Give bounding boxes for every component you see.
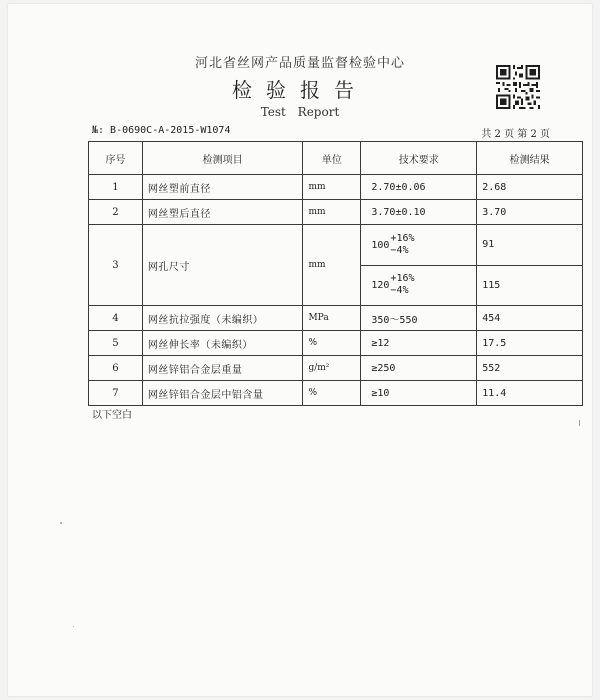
test-item: 网丝锌铝合金层中铝含量 (142, 381, 303, 406)
test-item: 网丝塑后直径 (142, 200, 303, 225)
unit: % (303, 331, 361, 356)
table-row (89, 225, 583, 266)
row-number: 3 (89, 225, 143, 306)
result: 454 (477, 306, 583, 331)
test-item: 网孔尺寸 (142, 225, 303, 306)
tolerance-plus: +16% (390, 273, 415, 285)
tolerance (390, 233, 414, 257)
scan-speck (60, 522, 62, 524)
table-row (89, 331, 583, 356)
table-header-row (89, 142, 583, 175)
unit: mm (303, 225, 361, 306)
test-results-table (88, 141, 583, 406)
requirement-with-tolerance (361, 225, 477, 266)
scan-speck (579, 420, 580, 426)
unit: g/m² (303, 356, 361, 381)
tolerance-plus: +16% (390, 232, 415, 244)
requirement: 3.70±0.10 (361, 200, 477, 225)
result: 91 (477, 225, 583, 266)
unit: mm (303, 175, 361, 200)
test-item: 网丝锌铝合金层重量 (142, 356, 303, 381)
header-requirement: 技术要求 (361, 142, 477, 175)
row-number: 7 (89, 381, 143, 406)
header-unit: 单位 (303, 142, 361, 175)
header-result: 检测结果 (477, 142, 583, 175)
organization-name: 河北省丝网产品质量监督检验中心 (194, 56, 405, 71)
test-item: 网丝伸长率（未编织） (142, 331, 303, 356)
report-title-english: Test Report (260, 105, 340, 119)
requirement: 2.70±0.06 (361, 175, 477, 200)
unit: % (303, 381, 361, 406)
result: 3.70 (477, 200, 583, 225)
blank-below-note: 以下空白 (92, 410, 132, 421)
header-no: 序号 (89, 142, 143, 175)
result: 17.5 (477, 331, 583, 356)
requirement: 350～550 (361, 306, 477, 331)
result: 2.68 (477, 175, 583, 200)
requirement: ≥12 (361, 331, 477, 356)
test-item: 网丝塑前直径 (142, 175, 303, 200)
tolerance-minus: −4% (390, 244, 409, 256)
result: 11.4 (477, 381, 583, 406)
qr-code-icon (496, 65, 540, 109)
table-row (89, 175, 583, 200)
requirement: ≥10 (361, 381, 477, 406)
row-number: 4 (89, 306, 143, 331)
nominal-value: 100 (371, 239, 390, 251)
row-number: 5 (89, 331, 143, 356)
pages-current: 第 2 页 (517, 129, 550, 140)
table-row (89, 200, 583, 225)
report-title: 检验报告 (232, 78, 368, 102)
report-number: №: B-0690C-A-2015-W1074 (92, 125, 231, 136)
test-item: 网丝抗拉强度（未编织） (142, 306, 303, 331)
result: 115 (477, 265, 583, 306)
requirement-with-tolerance (361, 265, 477, 306)
table-row (89, 356, 583, 381)
tolerance-minus: −4% (390, 285, 409, 297)
scan-speck (73, 626, 74, 627)
page-indicator (481, 125, 550, 140)
unit: MPa (303, 306, 361, 331)
nominal-value: 120 (371, 280, 390, 292)
unit: mm (303, 200, 361, 225)
requirement: ≥250 (361, 356, 477, 381)
row-number: 1 (89, 175, 143, 200)
row-number: 6 (89, 356, 143, 381)
row-number: 2 (89, 200, 143, 225)
table-row (89, 306, 583, 331)
table-row (89, 381, 583, 406)
tolerance (390, 273, 414, 297)
header-item: 检测项目 (142, 142, 303, 175)
result: 552 (477, 356, 583, 381)
pages-total: 共 2 页 (481, 129, 515, 140)
